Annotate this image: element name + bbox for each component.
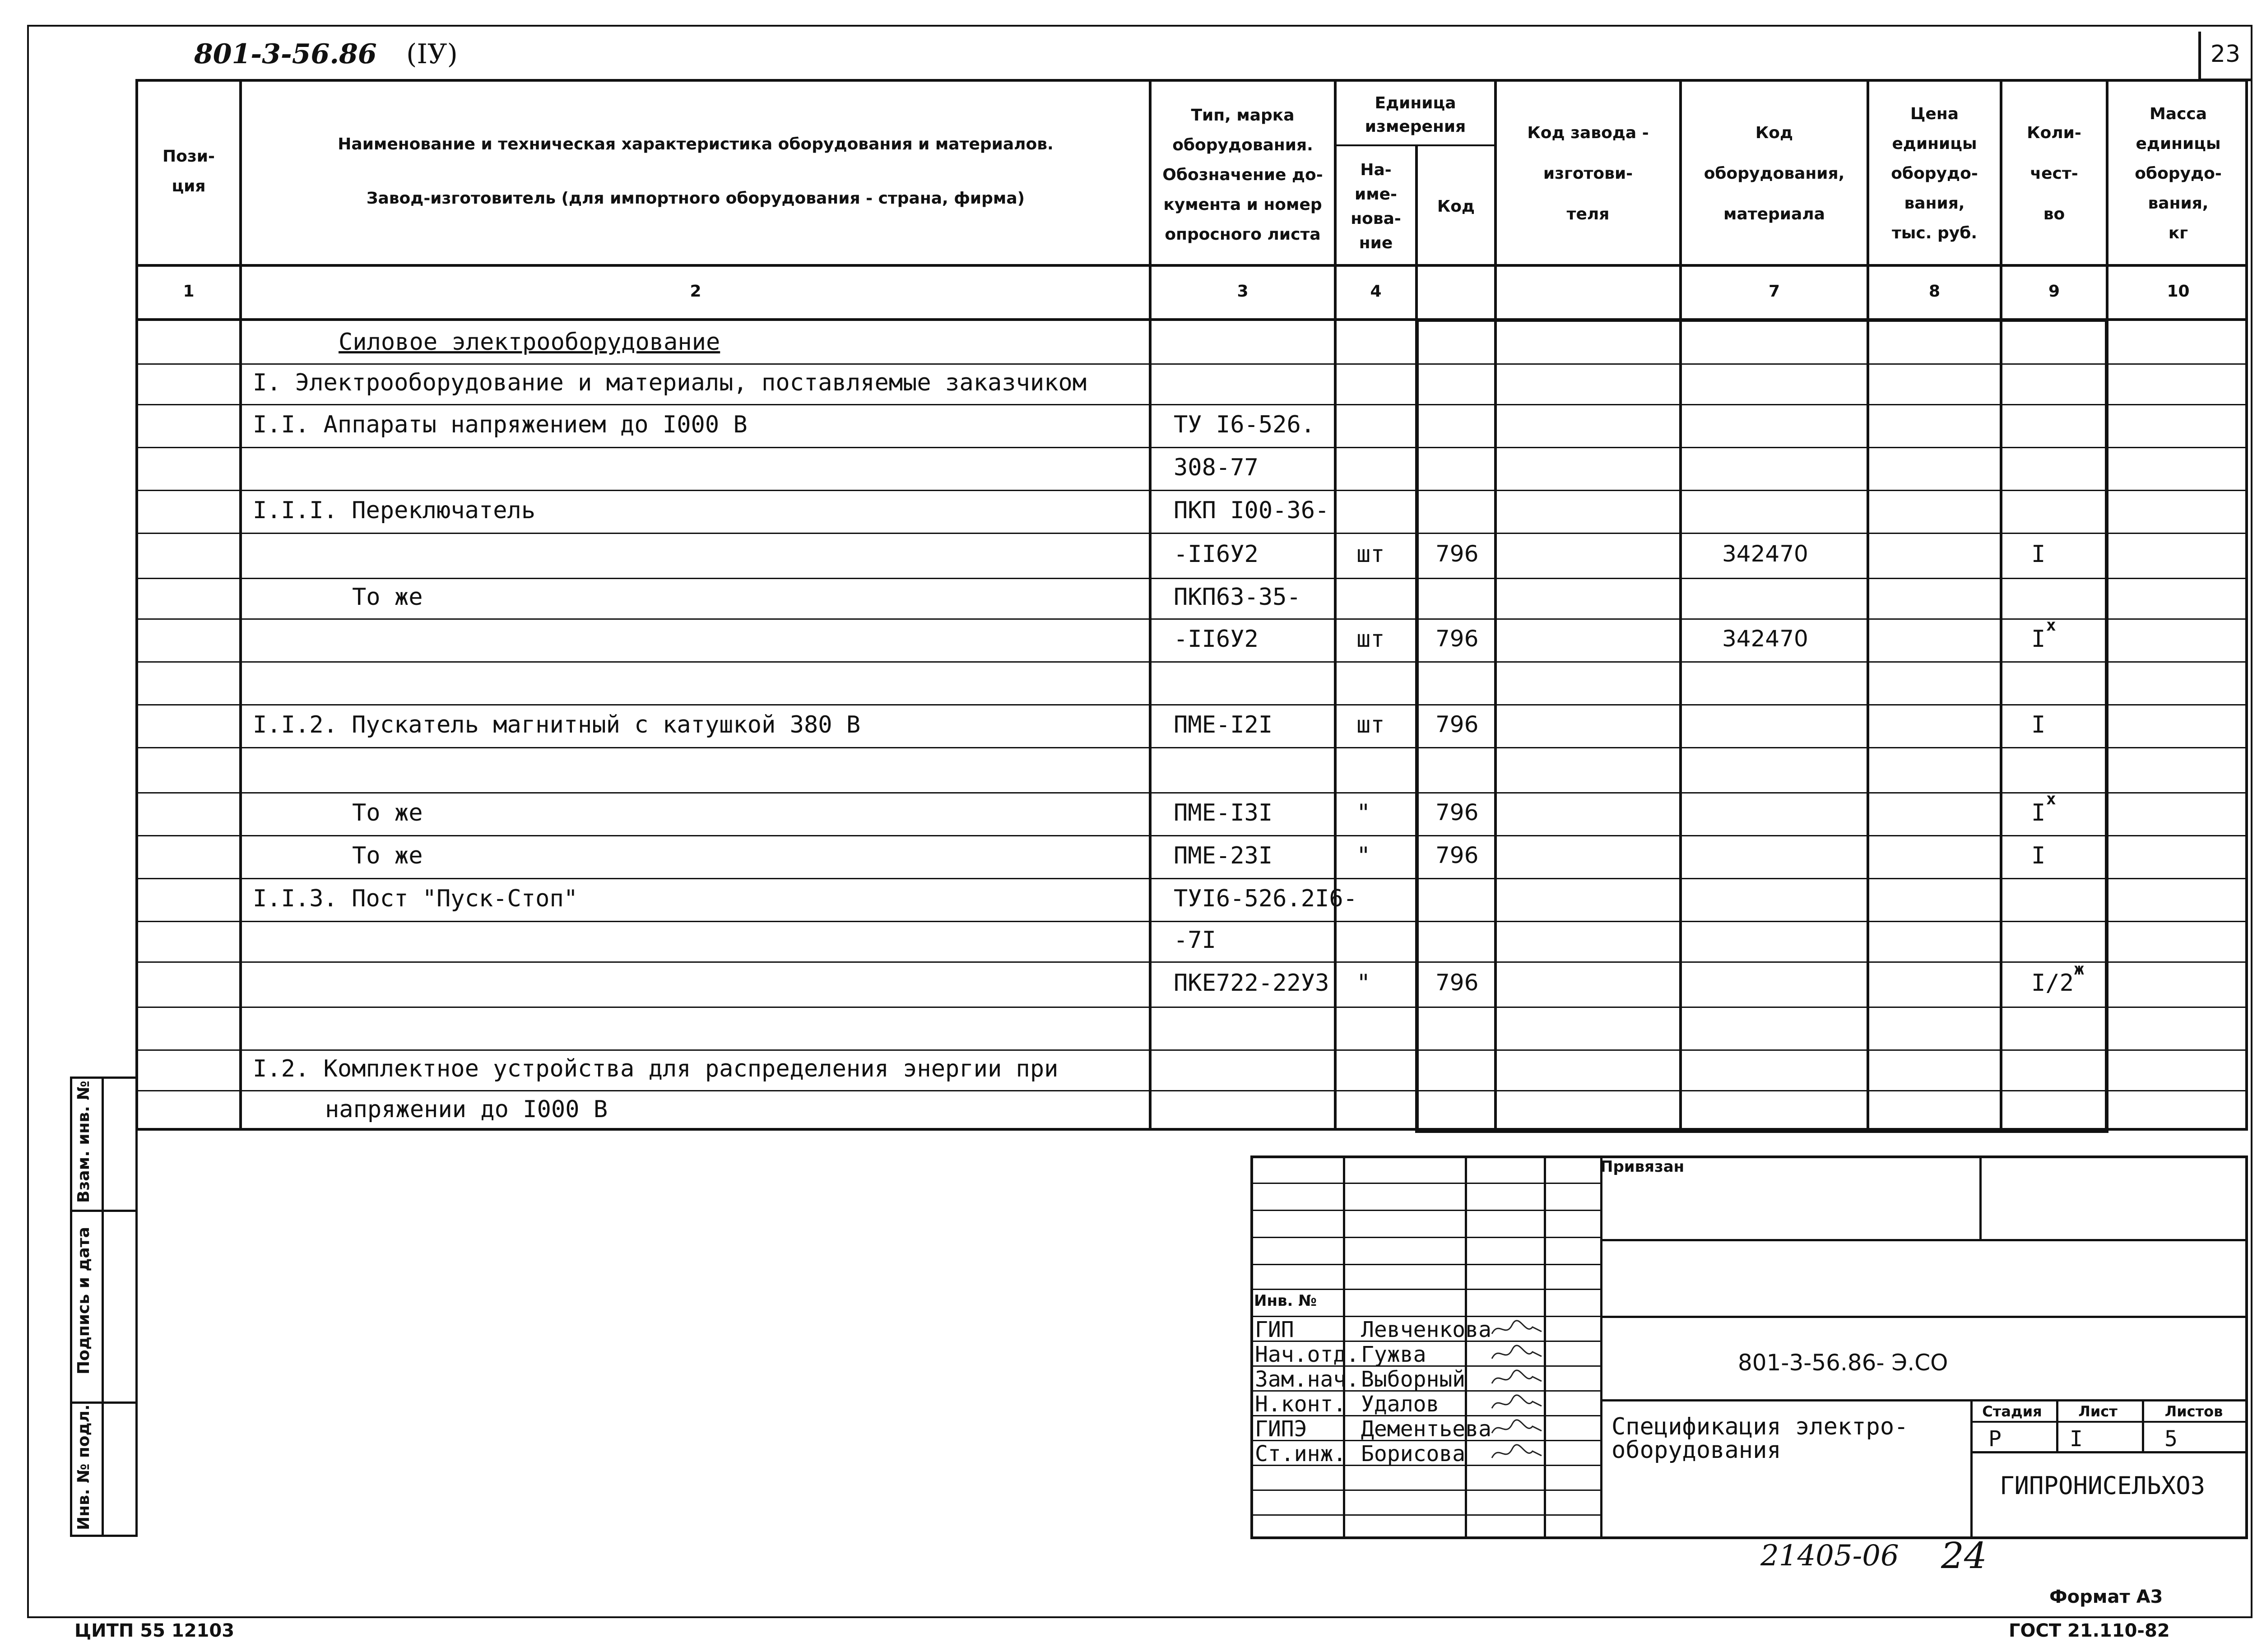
header-text: чест- — [2030, 164, 2078, 183]
item-unit-code: 796 — [1435, 541, 1479, 567]
row-line — [135, 835, 2248, 836]
item-unit-code: 796 — [1435, 970, 1479, 996]
header-text: Завод-изготовитель (для импортного оборудования - страна, фирма) — [366, 189, 1025, 208]
col-header-material-code — [1682, 86, 1867, 262]
handwritten-number: 21405-06 — [1760, 1539, 1899, 1573]
stamp-line — [1600, 1239, 2248, 1241]
item-unit-code: 796 — [1435, 842, 1479, 868]
row-line — [135, 1007, 2248, 1008]
signatory-name: Борисова — [1361, 1441, 1466, 1466]
cityp-label: ЦИТП 55 12103 — [74, 1620, 235, 1641]
header-text: Обозначение до- — [1162, 165, 1323, 184]
header-text: единицы — [2136, 135, 2221, 153]
stamp-line — [1465, 1155, 1467, 1539]
row-line — [135, 404, 2248, 405]
row-line — [135, 363, 2248, 365]
item-name: I. Электрооборудование и материалы, поставляемые заказчиком — [253, 369, 1087, 396]
item-quantity: I — [2031, 842, 2046, 869]
stamp-line — [1250, 1490, 1600, 1491]
signatory-name: Удалов — [1361, 1392, 1440, 1417]
item-type: 308-77 — [1174, 454, 1259, 481]
item-type: ТУI6-526.2I6- — [1174, 885, 1357, 912]
header-text: оборудования, — [1704, 164, 1845, 183]
row-line — [135, 961, 2248, 963]
signatory-role: Зам.нач. — [1255, 1367, 1360, 1392]
header-bottom-line — [135, 264, 2248, 267]
header-text: Код — [1755, 124, 1793, 142]
row-line — [135, 921, 2248, 922]
stamp-line — [1250, 1289, 1600, 1290]
signatory-name: Дементьева — [1361, 1416, 1491, 1442]
col-number: 10 — [2167, 282, 2190, 301]
item-name: То же — [352, 842, 423, 869]
header-text: Пози- — [163, 147, 215, 166]
item-quantity: I — [2031, 799, 2046, 826]
header-text: Наименование и техническая характеристика оборудования и материалов. — [338, 135, 1054, 153]
stamp-line — [1970, 1399, 1973, 1539]
header-text: На- — [1360, 160, 1392, 179]
item-name: I.I.2. Пускатель магнитный с катушкой 380 В — [253, 711, 861, 738]
item-material-code: 342470 — [1722, 541, 1808, 567]
col-header-quantity — [2002, 86, 2106, 262]
item-name: То же — [352, 584, 423, 611]
signature-mark — [1490, 1368, 1544, 1390]
item-name: I.I.I. Переключатель — [253, 497, 536, 524]
item-unit-code: 796 — [1435, 711, 1479, 738]
header-text: Единица — [1375, 94, 1456, 112]
header-text: име- — [1354, 185, 1397, 204]
col-number: 2 — [690, 282, 701, 301]
item-name: Силовое электрооборудование — [339, 329, 720, 356]
row-line — [135, 533, 2248, 534]
header-text: Масса — [2149, 105, 2207, 123]
col-header-price — [1869, 86, 2000, 262]
header-text: Коли- — [2027, 124, 2081, 142]
privyazan-label: Привязан — [1600, 1158, 1685, 1176]
organization: ГИПРОНИСЕЛЬХОЗ — [2000, 1471, 2206, 1500]
part-number: (IУ) — [406, 38, 458, 70]
header-text: кумента и номер — [1163, 195, 1322, 214]
header-text: опросного листа — [1165, 225, 1321, 244]
stamp-line — [1250, 1264, 1600, 1265]
col-header-type — [1152, 88, 1334, 262]
col-number: 4 — [1370, 282, 1382, 301]
header-text: Цена — [1910, 105, 1959, 123]
col-number: 1 — [183, 282, 195, 301]
col-header-name — [242, 117, 1149, 226]
col-header-unit-name — [1337, 149, 1415, 264]
header-text: кг — [2168, 224, 2188, 242]
signature-mark — [1490, 1318, 1544, 1341]
item-quantity: I — [2031, 711, 2046, 738]
row-line — [135, 1090, 2248, 1091]
item-name: напряжении до I000 В — [325, 1096, 608, 1123]
signatory-name: Гужва — [1361, 1342, 1426, 1367]
item-name: I.I.3. Пост "Пуск-Стоп" — [253, 885, 578, 912]
item-unit: " — [1356, 970, 1371, 997]
row-line — [135, 878, 2248, 879]
stamp-line — [1970, 1421, 2248, 1423]
col-line-1 — [239, 79, 242, 1131]
header-text: изготови- — [1543, 164, 1633, 183]
item-unit: " — [1356, 799, 1371, 826]
side-strip-col — [102, 1077, 104, 1537]
stamp-line — [1600, 1316, 2248, 1318]
signatory-name: Левченкова — [1361, 1317, 1491, 1342]
sheets-value: 5 — [2164, 1426, 2178, 1452]
signature-mark — [1490, 1442, 1544, 1465]
signatory-role: Нач.отд. — [1255, 1342, 1360, 1367]
item-type: -II6У2 — [1174, 625, 1259, 653]
quantity-note-mark: ж — [2074, 960, 2084, 979]
stamp-doc-code: 801-3-56.86- Э.СО — [1738, 1350, 1948, 1376]
item-unit: шт — [1356, 625, 1385, 653]
item-name: I.I. Аппараты напряжением до I000 В — [253, 411, 748, 438]
col-number: 7 — [1768, 282, 1780, 301]
quantity-note-mark: x — [2046, 789, 2056, 808]
header-text: ция — [172, 177, 206, 195]
stamp-line — [1250, 1183, 1600, 1184]
header-text: Тип, марка — [1191, 106, 1295, 125]
item-type: ПКП I00-36- — [1174, 497, 1329, 524]
stamp-line — [1979, 1155, 1982, 1239]
header-text: теля — [1566, 205, 1610, 223]
highlight-box — [1415, 318, 2108, 1133]
stamp-line — [1250, 1237, 1600, 1238]
stage-header: Стадия — [1982, 1403, 2042, 1420]
item-type: -II6У2 — [1174, 541, 1259, 568]
item-name: I.2. Комплектное устройства для распределения энергии при — [253, 1055, 1059, 1082]
side-label-vzam: Взам. инв. № — [74, 1081, 93, 1203]
stamp-line — [1250, 1210, 1600, 1211]
stamp-line — [1600, 1399, 2248, 1401]
item-quantity: I — [2031, 541, 2046, 568]
sheets-header: Листов — [2164, 1403, 2223, 1420]
side-strip-line — [70, 1401, 138, 1404]
stamp-line — [1970, 1451, 2248, 1453]
col-header-factory-code — [1497, 86, 1679, 262]
col-number: 9 — [2048, 282, 2060, 301]
signatory-role: Ст.инж. — [1255, 1441, 1347, 1466]
col-header-unit — [1337, 86, 1494, 144]
signatory-role: Н.конт. — [1255, 1392, 1347, 1417]
item-unit: шт — [1356, 541, 1385, 568]
row-line — [135, 661, 2248, 663]
item-type: ТУ I6-526. — [1174, 411, 1315, 438]
item-quantity: I — [2031, 625, 2046, 653]
row-line — [135, 1049, 2248, 1051]
header-text: ние — [1359, 233, 1393, 252]
signature-mark — [1490, 1343, 1544, 1365]
stamp-line — [1250, 1514, 1600, 1516]
item-type: ПКЕ722-22УЗ — [1174, 970, 1329, 997]
row-line — [135, 618, 2248, 620]
page-number: 23 — [2210, 41, 2241, 68]
item-type: ПМЕ-23I — [1174, 842, 1273, 869]
row-line — [135, 490, 2248, 491]
row-line — [135, 578, 2248, 579]
side-label-podpis: Подпись и дата — [74, 1227, 93, 1374]
item-name: То же — [352, 799, 423, 826]
format-label: Формат А3 — [2049, 1587, 2163, 1607]
doc-code-top: 801-3-56.86 — [194, 38, 377, 70]
item-type: ПКП63-35- — [1174, 584, 1301, 611]
stamp-title: Спецификация электро- оборудования — [1611, 1413, 1909, 1464]
item-unit: шт — [1356, 711, 1385, 738]
row-line — [135, 704, 2248, 705]
stamp-line — [1544, 1155, 1546, 1539]
row-line — [135, 447, 2248, 448]
signature-mark — [1490, 1417, 1544, 1440]
header-text: оборудования. — [1172, 135, 1313, 154]
handwritten-page: 24 — [1941, 1535, 1987, 1577]
sheet-header: Лист — [2078, 1403, 2118, 1420]
sheet-value: I — [2070, 1426, 2083, 1452]
header-text: материала — [1723, 205, 1825, 223]
signature-mark — [1490, 1392, 1544, 1415]
stamp-line — [1600, 1155, 1602, 1539]
header-text: Код завода - — [1527, 124, 1649, 142]
header-text: вания, — [2148, 194, 2209, 213]
gost-label: ГОСТ 21.110-82 — [2009, 1620, 2170, 1641]
item-material-code: 342470 — [1722, 625, 1808, 652]
signatory-name: Выборный — [1361, 1367, 1466, 1392]
header-text: оборудо- — [2135, 164, 2222, 183]
header-text: нова- — [1351, 209, 1401, 228]
col-number: 3 — [1237, 282, 1249, 301]
item-unit-code: 796 — [1435, 799, 1479, 826]
signatory-role: ГИПЭ — [1255, 1416, 1307, 1442]
item-unit-code: 796 — [1435, 625, 1479, 652]
inv-no-label: Инв. № — [1254, 1292, 1317, 1310]
item-type: ПМЕ-I3I — [1174, 799, 1273, 826]
col-number: 8 — [1928, 282, 1941, 301]
header-text: оборудо- — [1891, 164, 1978, 183]
row-line — [135, 792, 2248, 794]
item-quantity: I/2 — [2031, 970, 2074, 997]
row-line — [135, 747, 2248, 748]
header-text: тыс. руб. — [1891, 224, 1978, 242]
col-header-mass — [2108, 86, 2248, 262]
side-label-inv: Инв. № подл. — [74, 1404, 93, 1530]
item-unit: " — [1356, 842, 1371, 869]
col-header-position — [135, 117, 242, 226]
col-header-unit-code: Код — [1437, 197, 1475, 216]
side-strip-line — [70, 1210, 138, 1212]
quantity-note-mark: x — [2046, 616, 2056, 635]
header-text: измерения — [1365, 117, 1466, 136]
unit-header-divider — [1334, 144, 1494, 146]
header-text: во — [2043, 205, 2065, 223]
header-text: вания, — [1904, 194, 1965, 213]
item-type: -7I — [1174, 927, 1216, 954]
header-text: единицы — [1892, 135, 1977, 153]
item-type: ПМЕ-I2I — [1174, 711, 1273, 738]
stage-value: Р — [1988, 1426, 2002, 1452]
signatory-role: ГИП — [1255, 1317, 1294, 1342]
